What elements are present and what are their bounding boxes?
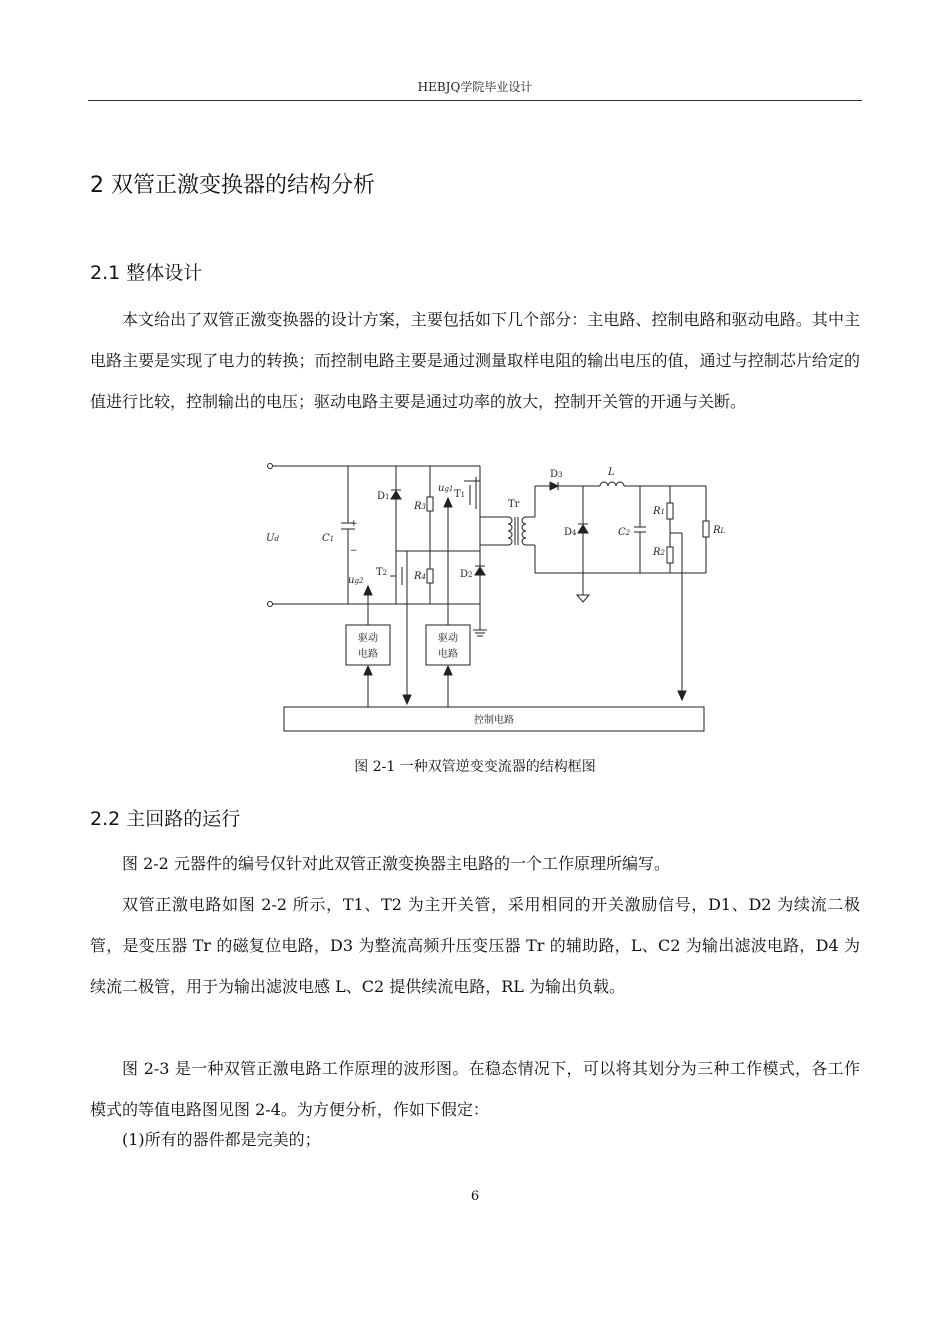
label-c1-sub: 1: [329, 535, 335, 543]
svg-text:R4: [413, 571, 426, 582]
svg-text:Ud: [266, 533, 279, 544]
svg-text:R1: [652, 506, 665, 517]
figure-caption: 图 2-1 一种双管逆变变流器的结构框图: [354, 759, 596, 775]
circuit-figure: [250, 455, 730, 740]
label-plus: +: [350, 519, 358, 529]
label-d2: D: [460, 569, 469, 580]
control-circuit-label: 控制电路: [474, 715, 514, 726]
svg-text:ug1: [438, 483, 453, 494]
drive1-line2: 电路: [358, 649, 378, 660]
label-c2: C: [618, 527, 626, 538]
label-r2: R: [653, 547, 661, 558]
label-d1-sub: 1: [385, 493, 390, 501]
label-minus: −: [350, 546, 358, 556]
label-c2-sub: 2: [625, 529, 631, 537]
label-r2-sub: 2: [660, 549, 665, 557]
section-title-2-2: 2.2 主回路的运行: [90, 808, 241, 830]
label-ug2-sub: g2: [354, 577, 364, 585]
label-r4: R: [414, 571, 422, 582]
label-d4: D: [564, 527, 573, 538]
label-ug1: u: [438, 483, 445, 494]
drive2-line2: 电路: [438, 649, 458, 660]
svg-text:T1: [454, 489, 465, 500]
page-number: 6: [470, 1189, 480, 1204]
label-rl: R: [713, 525, 721, 536]
paragraph-numbering-note: 图 2-2 元器件的编号仅针对此双管正激变换器主电路的一个工作原理所编写。: [122, 854, 670, 873]
label-r4-sub: 4: [421, 573, 426, 581]
svg-text:D4: [564, 527, 577, 538]
label-d4-sub: 4: [572, 529, 577, 537]
chapter-title: 2 双管正激变换器的结构分析: [90, 173, 375, 198]
label-d2-sub: 2: [468, 571, 473, 579]
running-header: HEBJQ学院毕业设计: [417, 80, 533, 94]
label-r3: R: [414, 501, 422, 512]
svg-text:T2: [376, 567, 387, 578]
paragraph-circuit-description: 双管正激电路如图 2-2 所示，T1、T2 为主开关管，采用相同的开关激励信号，D1、D2 为续流二极管，是变压器 Tr 的磁复位电路，D3 为整流高频升压变压器 Tr 的辅助路，L、C2 为输出滤波电路，D4 为续流二极管，用于为输出滤波电感 L、C2 提供续流电路，RL 为输出负载。: [90, 895, 860, 996]
svg-text:R3: [413, 501, 427, 512]
svg-text:D1: [377, 491, 390, 502]
svg-text:RL: [712, 525, 726, 536]
label-r1: R: [653, 506, 661, 517]
label-ud: U: [266, 533, 275, 544]
label-t2-sub: 2: [382, 569, 388, 577]
section-title-2-1: 2.1 整体设计: [90, 262, 203, 284]
svg-text:D2: [460, 569, 473, 580]
label-ud-sub: d: [274, 535, 279, 543]
label-tr: Tr: [508, 499, 520, 510]
label-l: L: [608, 467, 615, 478]
paragraph-waveform: 图 2-3 是一种双管正激电路工作原理的波形图。在稳态情况下，可以将其划分为三种工作模式，各工作模式的等值电路图见图 2-4。为方便分析，作如下假定：: [90, 1059, 860, 1119]
label-rl-sub: L: [720, 527, 726, 535]
label-c1: C: [322, 533, 330, 544]
svg-text:D3: [550, 469, 563, 480]
label-r1-sub: 1: [660, 508, 665, 516]
drive2-line1: 驱动: [438, 633, 458, 644]
label-ug1-sub: g1: [444, 485, 454, 493]
drive1-line1: 驱动: [358, 633, 378, 644]
label-t1: T: [454, 489, 461, 500]
label-ug2: u: [348, 575, 355, 586]
label-d1: D: [377, 491, 386, 502]
label-d3: D: [550, 469, 559, 480]
paragraph-overall-design: 本文给出了双管正激变换器的设计方案，主要包括如下几个部分：主电路、控制电路和驱动电路。其中主电路主要是实现了电力的转换；而控制电路主要是通过测量取样电阻的输出电压的值，通过与控制芯片给定的值进行比较，控制输出的电压；驱动电路主要是通过功率的放大，控制开关管的开通与关断。: [90, 310, 860, 411]
header-rule: [88, 100, 862, 101]
svg-text:C1: [322, 533, 334, 544]
svg-text:R2: [652, 547, 666, 558]
label-t2: T: [376, 567, 383, 578]
assumption-item-1: (1)所有的器件都是完美的；: [122, 1130, 321, 1149]
label-r3-sub: 3: [421, 503, 426, 511]
svg-text:ug2: [348, 575, 364, 586]
label-t1-sub: 1: [460, 491, 466, 499]
label-d3-sub: 3: [558, 471, 563, 479]
svg-text:C2: [618, 527, 631, 538]
